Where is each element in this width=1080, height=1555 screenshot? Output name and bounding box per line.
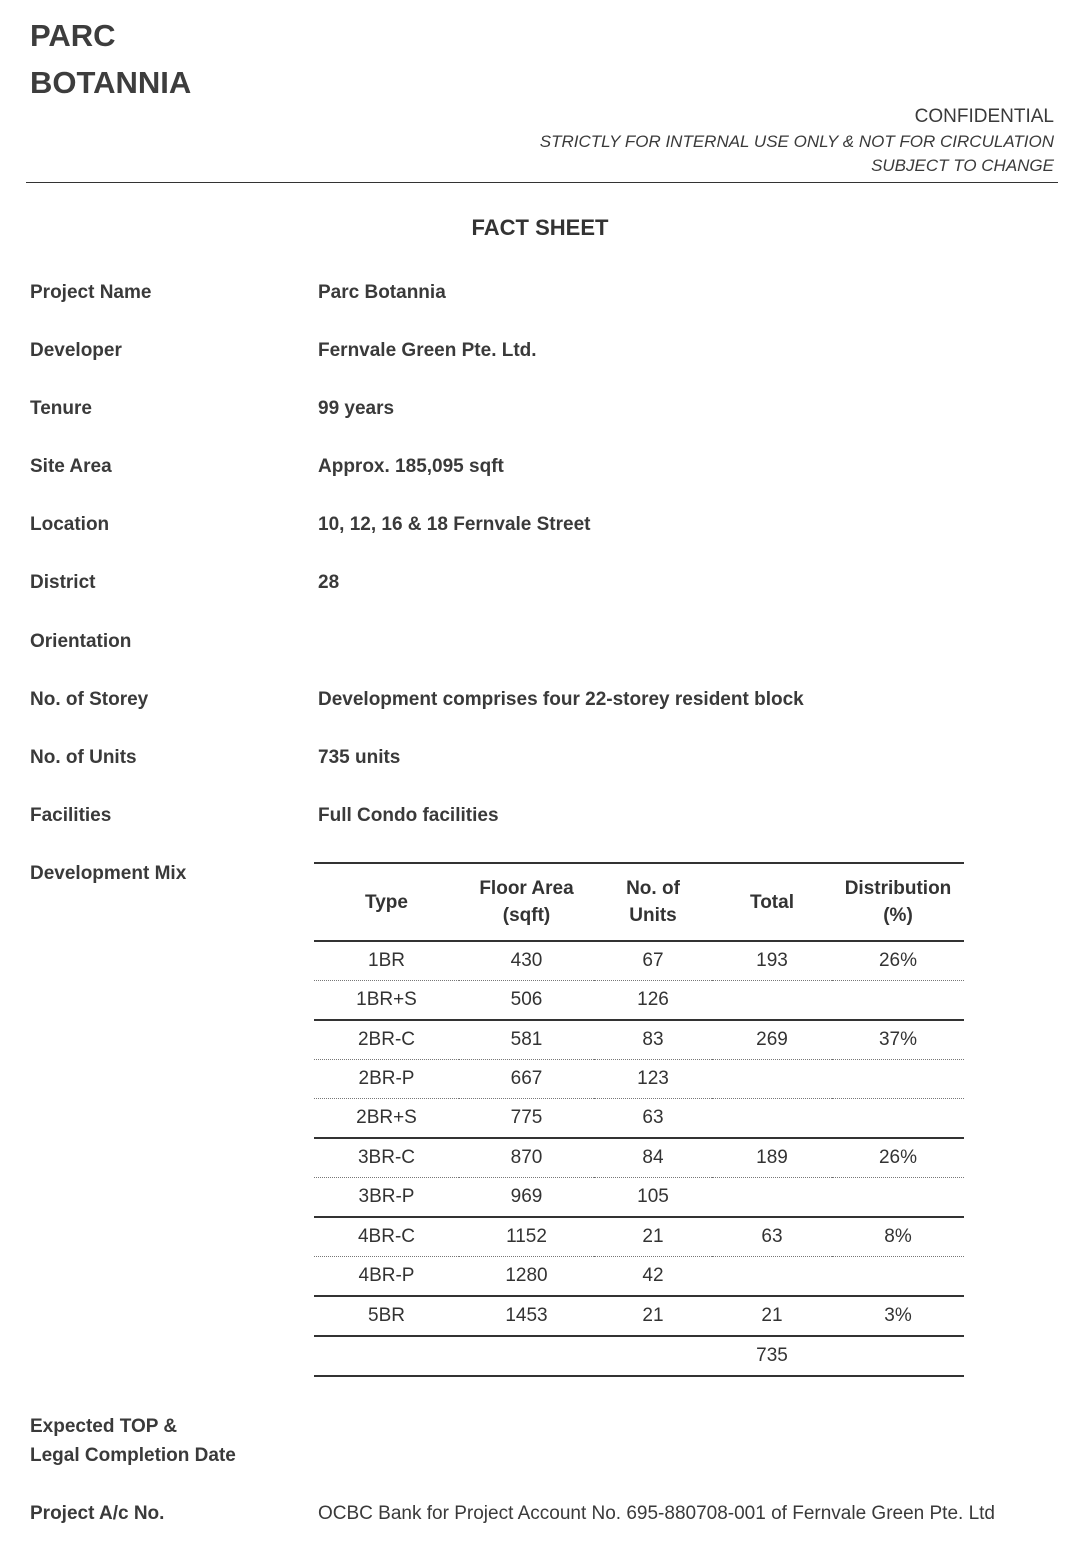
cell-distribution — [832, 1257, 964, 1297]
cell-distribution — [832, 981, 964, 1021]
table-row — [314, 941, 964, 981]
cell-area: 870 — [459, 1138, 594, 1178]
field-value: 10, 12, 16 & 18 Fernvale Street — [318, 514, 591, 535]
field-label: Location — [30, 514, 110, 535]
column-header-units: No. of Units — [594, 863, 712, 941]
cell-area: 1280 — [459, 1257, 594, 1297]
cell-distribution — [832, 1178, 964, 1218]
field-value: 99 years — [318, 398, 395, 419]
logo-line-2: BOTANNIA — [30, 65, 192, 100]
cell-total — [712, 1178, 832, 1218]
field-value: Parc Botannia — [318, 282, 446, 303]
table-row — [314, 1099, 964, 1139]
field-value: 28 — [318, 572, 340, 593]
cell-area: 506 — [459, 981, 594, 1021]
table-row — [314, 981, 964, 1021]
field-label: Project Name — [30, 282, 152, 303]
column-header-floor-area: Floor Area (sqft) — [459, 863, 594, 941]
field-label-line-1: Expected TOP & — [30, 1416, 178, 1437]
cell-type: 2BR+S — [314, 1099, 459, 1139]
cell-type: 4BR-P — [314, 1257, 459, 1297]
field-label: Tenure — [30, 398, 92, 419]
cell-distribution: 3% — [832, 1296, 964, 1336]
field-label: Developer — [30, 340, 122, 361]
header-divider — [26, 182, 1058, 183]
table-header-row — [314, 863, 964, 941]
cell-area: 969 — [459, 1178, 594, 1218]
field-value: Development comprises four 22-storey resident block — [318, 689, 804, 710]
field-label: Site Area — [30, 456, 112, 477]
cell-units: 21 — [594, 1217, 712, 1257]
cell-units: 21 — [594, 1296, 712, 1336]
cell-total: 63 — [712, 1217, 832, 1257]
table-row — [314, 1138, 964, 1178]
project-logo — [30, 12, 191, 106]
cell-units: 84 — [594, 1138, 712, 1178]
field-label: No. of Units — [30, 747, 137, 768]
cell-area: 1152 — [459, 1217, 594, 1257]
cell-total: 193 — [712, 941, 832, 981]
cell-units: 42 — [594, 1257, 712, 1297]
cell-total — [712, 1257, 832, 1297]
field-label: Facilities — [30, 805, 112, 826]
cell-units: 67 — [594, 941, 712, 981]
cell-total — [712, 981, 832, 1021]
cell-distribution: 37% — [832, 1020, 964, 1060]
cell-area: 430 — [459, 941, 594, 981]
table-total-row — [314, 1336, 964, 1376]
cell-distribution — [832, 1099, 964, 1139]
field-value: Full Condo facilities — [318, 805, 499, 826]
field-value: OCBC Bank for Project Account No. 695-880708-001 of Fernvale Green Pte. Ltd — [318, 1503, 995, 1524]
table-row — [314, 1020, 964, 1060]
cell-units: 123 — [594, 1060, 712, 1099]
cell-type: 4BR-C — [314, 1217, 459, 1257]
cell-distribution: 8% — [832, 1217, 964, 1257]
cell-area: 775 — [459, 1099, 594, 1139]
column-header-type: Type — [314, 863, 459, 941]
cell-total: 189 — [712, 1138, 832, 1178]
cell-type: 2BR-P — [314, 1060, 459, 1099]
cell-units: 83 — [594, 1020, 712, 1060]
cell-units: 63 — [594, 1099, 712, 1139]
table-row — [314, 1178, 964, 1218]
subject-to-change-note: SUBJECT TO CHANGE — [871, 156, 1054, 175]
cell-type: 2BR-C — [314, 1020, 459, 1060]
table-row — [314, 1296, 964, 1336]
cell-type: 1BR+S — [314, 981, 459, 1021]
table-row — [314, 1217, 964, 1257]
cell-total: 21 — [712, 1296, 832, 1336]
table-row — [314, 1257, 964, 1297]
field-value: Approx. 185,095 sqft — [318, 456, 504, 477]
column-header-distribution: Distribution (%) — [832, 863, 964, 941]
cell-distribution: 26% — [832, 1138, 964, 1178]
cell-total — [712, 1099, 832, 1139]
cell-type: 3BR-C — [314, 1138, 459, 1178]
table-row — [314, 1060, 964, 1099]
cell-area: 581 — [459, 1020, 594, 1060]
field-label-line-2: Legal Completion Date — [30, 1445, 236, 1466]
cell-units: 105 — [594, 1178, 712, 1218]
cell-area: 667 — [459, 1060, 594, 1099]
cell-total: 269 — [712, 1020, 832, 1060]
field-value: 735 units — [318, 747, 401, 768]
development-mix-table — [314, 862, 964, 1377]
cell-grand-total: 735 — [712, 1336, 832, 1376]
field-label: Development Mix — [30, 863, 187, 884]
internal-use-note: STRICTLY FOR INTERNAL USE ONLY & NOT FOR CIRCULATION — [539, 132, 1054, 151]
page-title: FACT SHEET — [471, 215, 609, 240]
field-value: Fernvale Green Pte. Ltd. — [318, 340, 537, 361]
confidential-notice — [540, 104, 1054, 178]
logo-line-1: PARC — [30, 18, 116, 53]
cell-total — [712, 1060, 832, 1099]
cell-area: 1453 — [459, 1296, 594, 1336]
cell-type: 5BR — [314, 1296, 459, 1336]
cell-type: 1BR — [314, 941, 459, 981]
cell-units: 126 — [594, 981, 712, 1021]
field-label: District — [30, 572, 96, 593]
field-label: Orientation — [30, 631, 132, 652]
cell-type: 3BR-P — [314, 1178, 459, 1218]
column-header-total: Total — [712, 863, 832, 941]
cell-distribution: 26% — [832, 941, 964, 981]
field-label: Project A/c No. — [30, 1503, 165, 1524]
field-label: No. of Storey — [30, 689, 149, 710]
confidential-label: CONFIDENTIAL — [914, 106, 1054, 127]
field-label — [30, 1412, 300, 1470]
cell-distribution — [832, 1060, 964, 1099]
